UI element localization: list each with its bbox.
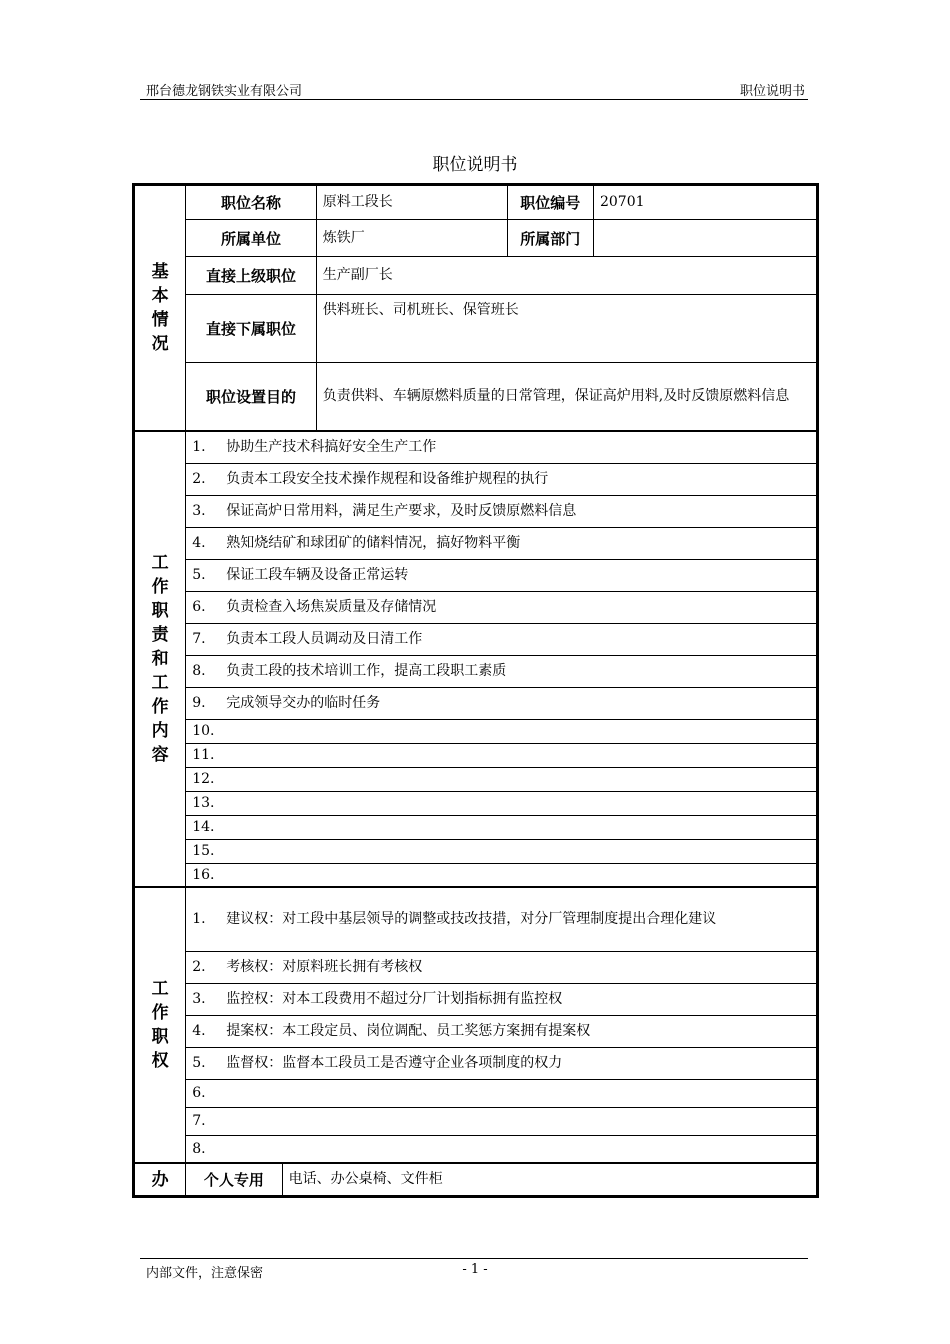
footer-rule — [140, 1258, 808, 1259]
list-item — [186, 815, 818, 839]
item-text: 负责本工段安全技术操作规程和设备维护规程的执行 — [226, 470, 549, 487]
item-number: 14. — [192, 819, 215, 835]
item-text: 监控权：对本工段费用不超过分厂计划指标拥有监控权 — [226, 990, 563, 1007]
personal-use-label: 个人专用 — [186, 1163, 282, 1197]
list-item — [186, 719, 818, 743]
item-text: 监督权：监督本工段员工是否遵守企业各项制度的权力 — [226, 1054, 563, 1071]
list-item — [186, 463, 818, 495]
item-number: 3. — [192, 990, 206, 1007]
item-number: 5. — [192, 1054, 206, 1071]
item-number: 2. — [192, 958, 206, 975]
list-item — [186, 1135, 818, 1163]
list-item — [186, 687, 818, 719]
item-number: 16. — [192, 866, 215, 883]
item-number: 2. — [192, 470, 206, 487]
list-item — [186, 527, 818, 559]
section-duties: 工作职责和工作内容 — [134, 431, 186, 888]
list-item — [186, 1047, 818, 1079]
section-authority: 工作职权 — [134, 887, 186, 1163]
item-number: 6. — [192, 1085, 206, 1101]
item-number: 7. — [192, 630, 206, 647]
section-basic-info: 基本情况 — [134, 185, 186, 431]
purpose-label: 职位设置目的 — [186, 363, 317, 431]
item-text: 提案权：本工段定员、岗位调配、员工奖惩方案拥有提案权 — [226, 1022, 591, 1039]
item-number: 1. — [192, 910, 206, 927]
item-text: 保证工段车辆及设备正常运转 — [226, 566, 409, 583]
job-description-table — [132, 183, 819, 1198]
item-text: 保证高炉日常用料，满足生产要求，及时反馈原燃料信息 — [226, 502, 577, 519]
subordinate-value: 供料班长、司机班长、保管班长 — [316, 295, 817, 363]
item-number: 1. — [192, 438, 206, 455]
list-item — [186, 1015, 818, 1047]
item-text: 负责检查入场焦炭质量及存储情况 — [226, 598, 437, 615]
list-item — [186, 983, 818, 1015]
item-number: 9. — [192, 694, 206, 711]
item-text: 考核权：对原料班长拥有考核权 — [226, 958, 423, 975]
item-number: 8. — [192, 1140, 206, 1157]
department-value — [593, 220, 817, 257]
list-item — [186, 951, 818, 983]
list-item — [186, 559, 818, 591]
item-number: 6. — [192, 598, 206, 615]
list-item — [186, 1107, 818, 1135]
list-item — [186, 791, 818, 815]
personal-use-value: 电话、办公桌椅、文件柜 — [282, 1163, 817, 1197]
unit-value: 炼铁厂 — [316, 220, 507, 257]
list-item — [186, 591, 818, 623]
list-item — [186, 767, 818, 791]
position-code-label: 职位编号 — [507, 185, 593, 220]
list-item — [186, 495, 818, 527]
purpose-value: 负责供料、车辆原燃料质量的日常管理，保证高炉用料,及时反馈原燃料信息 — [316, 363, 817, 431]
item-number: 10. — [192, 723, 215, 739]
position-code-value: 20701 — [593, 185, 817, 220]
unit-label: 所属单位 — [186, 220, 317, 257]
page-number: - 1 - — [462, 1262, 488, 1277]
item-number: 7. — [192, 1113, 206, 1129]
item-text: 完成领导交办的临时任务 — [226, 694, 381, 711]
list-item — [186, 1079, 818, 1107]
item-text: 负责工段的技术培训工作，提高工段职工素质 — [226, 662, 507, 679]
position-name-label: 职位名称 — [186, 185, 317, 220]
superior-label: 直接上级职位 — [186, 257, 317, 295]
subordinate-label: 直接下属职位 — [186, 295, 317, 363]
item-text: 建议权：对工段中基层领导的调整或技改技措，对分厂管理制度提出合理化建议 — [226, 910, 717, 927]
list-item — [186, 623, 818, 655]
department-label: 所属部门 — [507, 220, 593, 257]
list-item — [186, 839, 818, 863]
item-number: 4. — [192, 1022, 206, 1039]
item-number: 11. — [192, 747, 215, 763]
item-number: 5. — [192, 566, 206, 583]
section-office: 办 — [134, 1163, 186, 1197]
list-item — [186, 655, 818, 687]
list-item — [186, 431, 818, 464]
position-name-value: 原料工段长 — [316, 185, 507, 220]
header-company: 邢台德龙钢铁实业有限公司 — [146, 84, 303, 99]
document-title: 职位说明书 — [432, 155, 518, 175]
superior-value: 生产副厂长 — [316, 257, 817, 295]
list-item — [186, 887, 818, 951]
item-number: 12. — [192, 771, 215, 787]
list-item — [186, 743, 818, 767]
item-text: 熟知烧结矿和球团矿的储料情况，搞好物料平衡 — [226, 534, 521, 551]
item-number: 8. — [192, 662, 206, 679]
item-text: 协助生产技术科搞好安全生产工作 — [226, 438, 437, 455]
header-rule — [140, 99, 808, 100]
item-number: 13. — [192, 795, 215, 811]
item-text: 负责本工段人员调动及日清工作 — [226, 630, 423, 647]
header-doc-type: 职位说明书 — [739, 84, 805, 99]
item-number: 3. — [192, 502, 206, 519]
list-item — [186, 863, 818, 887]
footer-note: 内部文件，注意保密 — [146, 1266, 264, 1281]
item-number: 4. — [192, 534, 206, 551]
item-number: 15. — [192, 843, 215, 859]
